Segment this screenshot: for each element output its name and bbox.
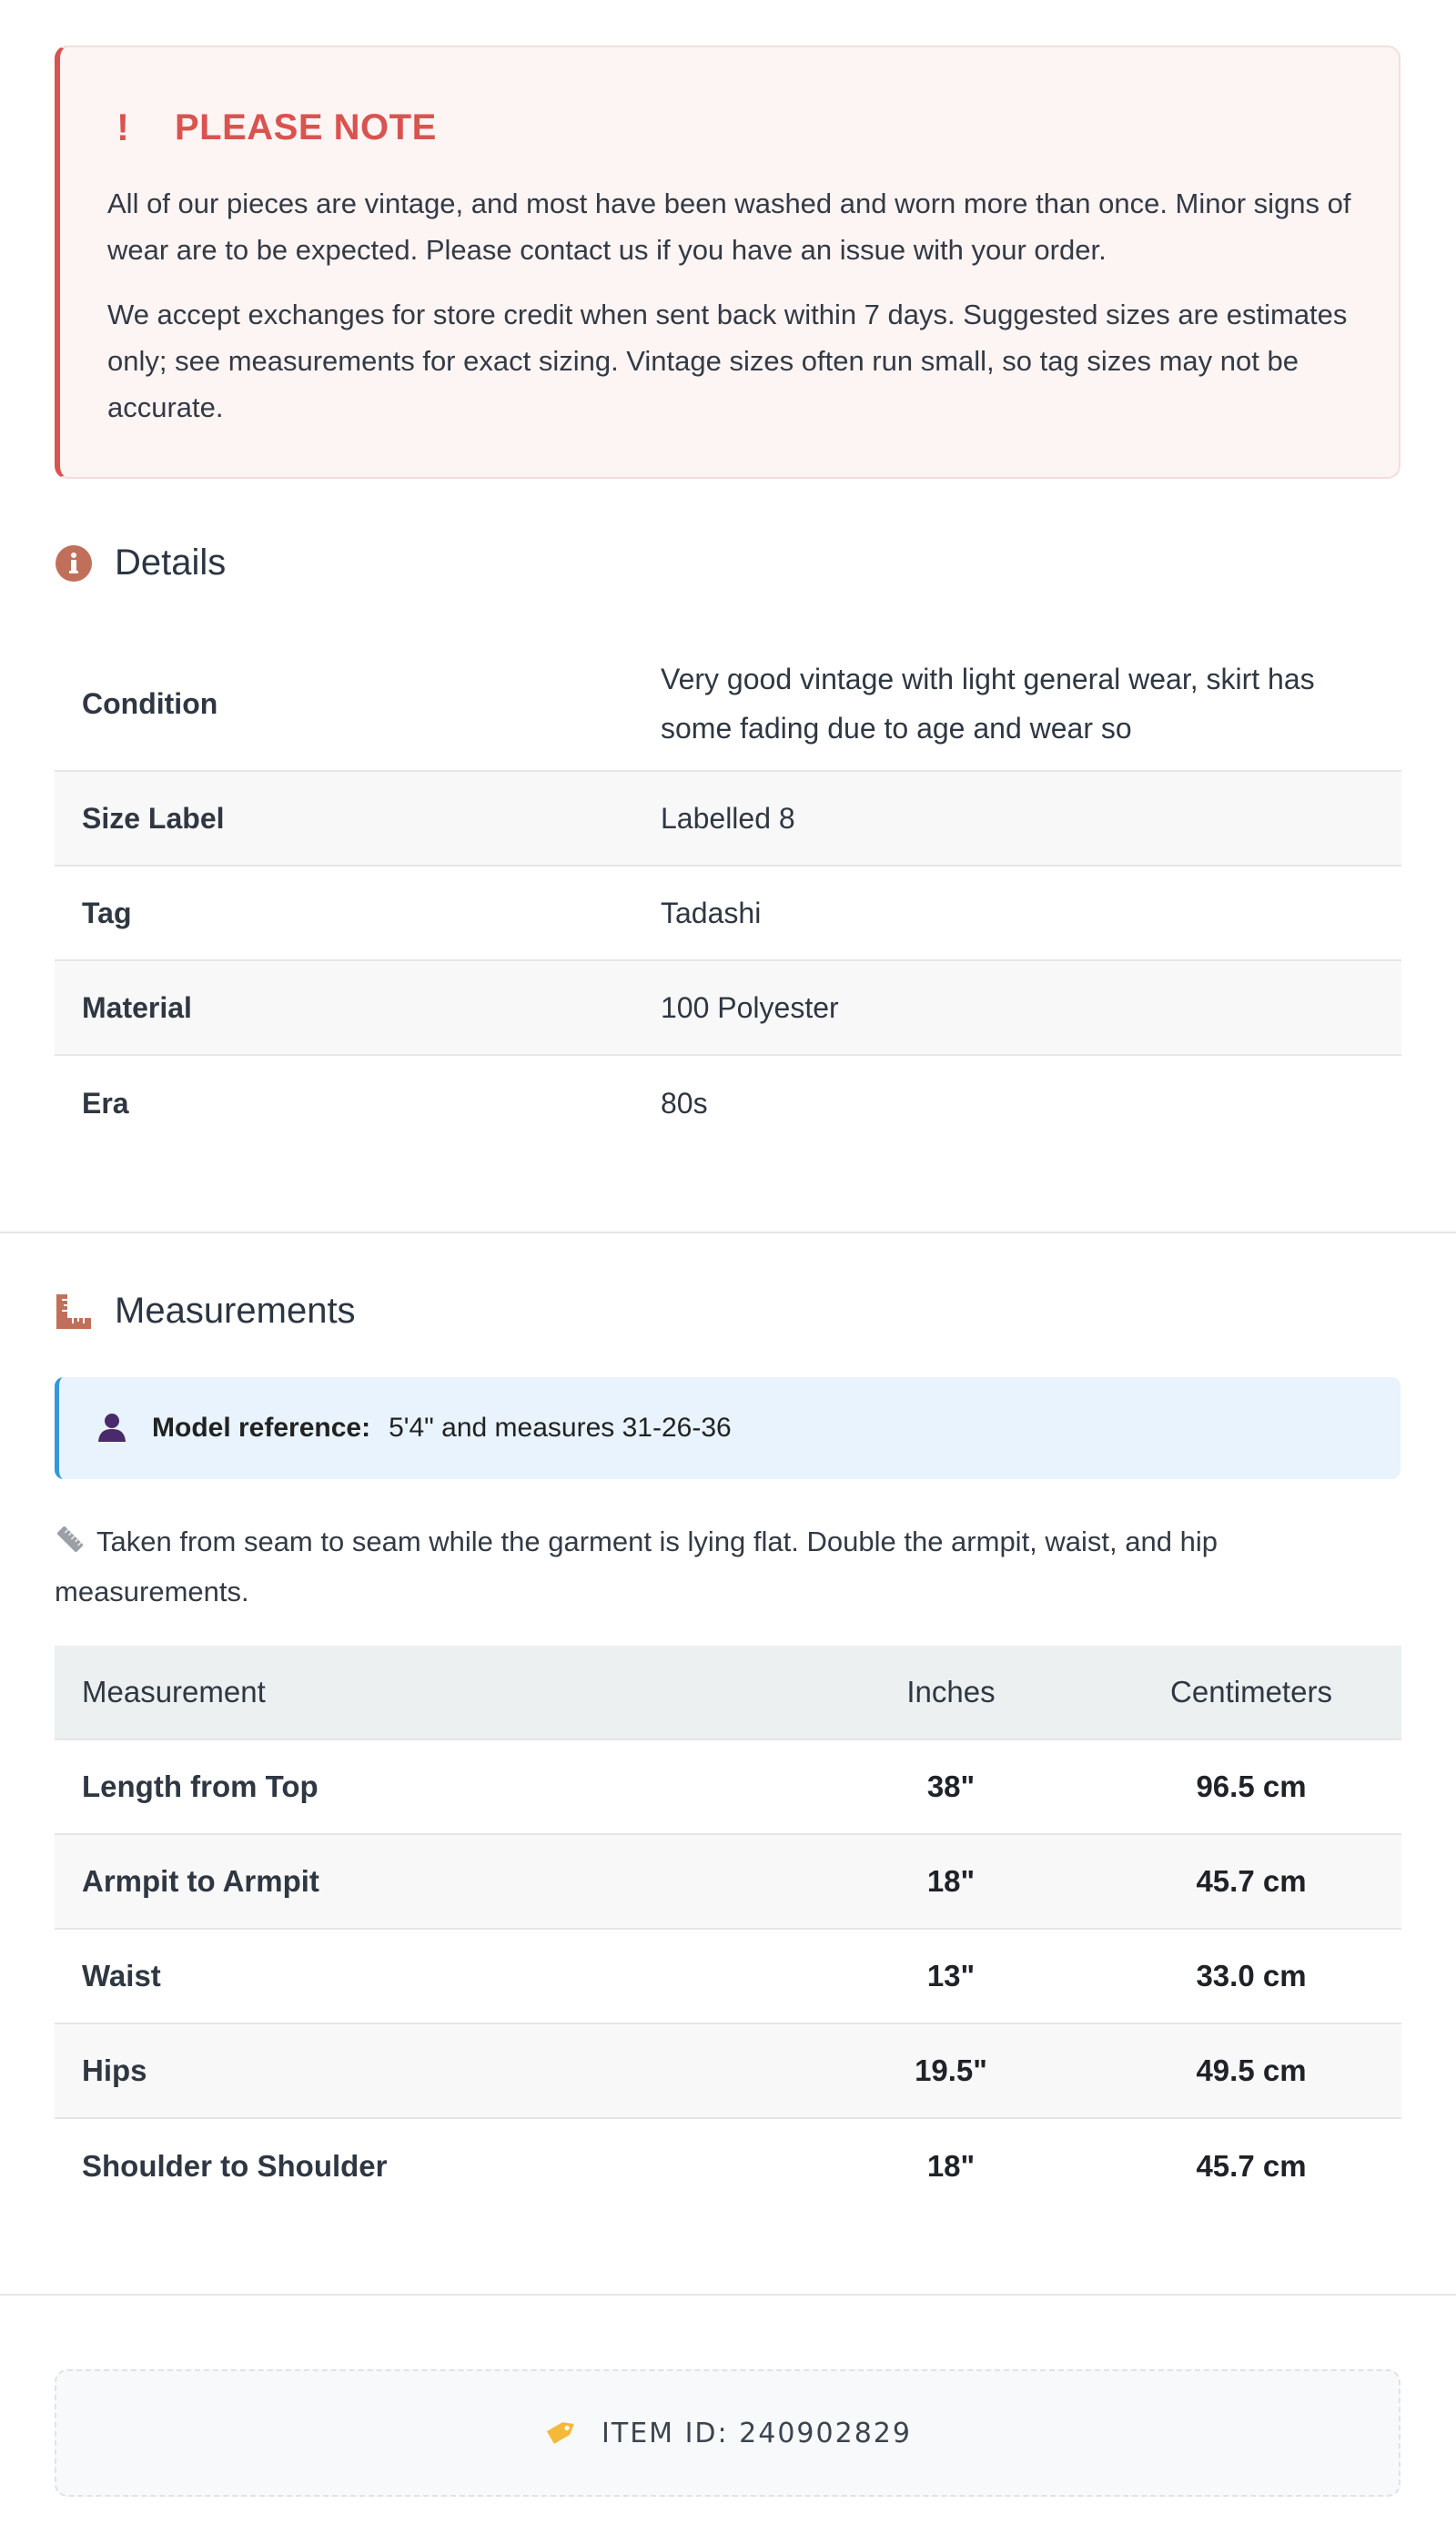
- details-label: Condition: [82, 686, 218, 720]
- table-row: [55, 1930, 1401, 2024]
- please-note-box: [55, 46, 1400, 479]
- details-row: [55, 772, 1401, 867]
- column-header: Measurement: [82, 1675, 266, 1708]
- tag-icon: [543, 2416, 580, 2451]
- details-value: Very good vintage with light general wear, skirt has some fading due to age and wear so: [661, 663, 1315, 745]
- details-row: [55, 637, 1401, 772]
- details-row: [55, 867, 1401, 961]
- measurement-name: Shoulder to Shoulder: [82, 2149, 388, 2183]
- measurement-instructions: [55, 1518, 1383, 1615]
- info-icon: [55, 544, 93, 583]
- exclamation-icon: !: [116, 106, 129, 148]
- details-heading: [55, 542, 226, 583]
- details-title: Details: [115, 542, 227, 583]
- details-row: [55, 1056, 1401, 1151]
- measurement-instructions-text: Taken from seam to seam while the garment is lying flat. Double the armpit, waist, and hip measurements.: [55, 1526, 1218, 1607]
- note-paragraph: All of our pieces are vintage, and most have been washed and worn more than once. Minor signs of wear are to be expected. Please contact us if you have an issue with your order.: [107, 188, 1351, 266]
- table-row: [55, 1740, 1401, 1835]
- ruler-icon: [55, 1522, 86, 1568]
- please-note-title: PLEASE NOTE: [175, 106, 437, 147]
- details-label: Era: [82, 1086, 129, 1120]
- details-table: [55, 637, 1401, 1151]
- measurement-inches: 19.5": [915, 2053, 987, 2087]
- model-reference-box: [55, 1377, 1400, 1479]
- note-paragraph: We accept exchanges for store credit when sent back within 7 days. Suggested sizes are estimates only; see measurements for exact sizing. Vintage sizes often run small, so tag sizes may not be accurate.: [107, 299, 1348, 423]
- details-value: 80s: [661, 1087, 708, 1120]
- table-header-row: [55, 1646, 1401, 1740]
- measurement-cm: 45.7 cm: [1196, 1864, 1307, 1898]
- column-header: Inches: [906, 1675, 996, 1708]
- measurement-name: Length from Top: [82, 1769, 318, 1803]
- measurements-table: [55, 1646, 1401, 2214]
- ruler-combined-icon: [55, 1293, 93, 1331]
- details-label: Tag: [82, 896, 132, 929]
- measurement-name: Waist: [82, 1959, 161, 1992]
- details-value: Tadashi: [661, 897, 762, 929]
- measurement-name: Armpit to Armpit: [82, 1864, 319, 1898]
- table-row: [55, 2024, 1401, 2119]
- measurement-inches: 18": [926, 2149, 976, 2183]
- section-divider: [0, 2294, 1456, 2296]
- measurement-name: Hips: [82, 2053, 147, 2087]
- details-label: Material: [82, 990, 192, 1024]
- details-label: Size Label: [82, 801, 225, 835]
- measurement-inches: 18": [926, 1864, 976, 1898]
- table-row: [55, 2119, 1401, 2214]
- item-id-label: ITEM ID: 240902829: [602, 2417, 912, 2449]
- measurement-cm: 49.5 cm: [1196, 2053, 1307, 2087]
- measurement-inches: 38": [926, 1769, 976, 1803]
- table-row: [55, 1835, 1401, 1930]
- column-header: Centimeters: [1170, 1675, 1332, 1708]
- measurement-cm: 45.7 cm: [1196, 2149, 1307, 2183]
- measurement-cm: 96.5 cm: [1196, 1769, 1307, 1803]
- details-row: [55, 961, 1401, 1056]
- model-reference-label: Model reference:: [152, 1413, 371, 1443]
- model-reference-value: 5'4" and measures 31-26-36: [389, 1413, 732, 1443]
- measurement-inches: 13": [926, 1959, 976, 1992]
- item-id-box: [55, 2369, 1400, 2497]
- measurements-title: Measurements: [115, 1291, 356, 1331]
- details-value: 100 Polyester: [661, 991, 839, 1024]
- details-value: Labelled 8: [661, 802, 795, 835]
- measurement-cm: 33.0 cm: [1196, 1959, 1307, 1992]
- section-divider: [0, 1232, 1456, 1233]
- measurements-heading: [55, 1291, 356, 1332]
- user-silhouette-icon: [96, 1410, 128, 1447]
